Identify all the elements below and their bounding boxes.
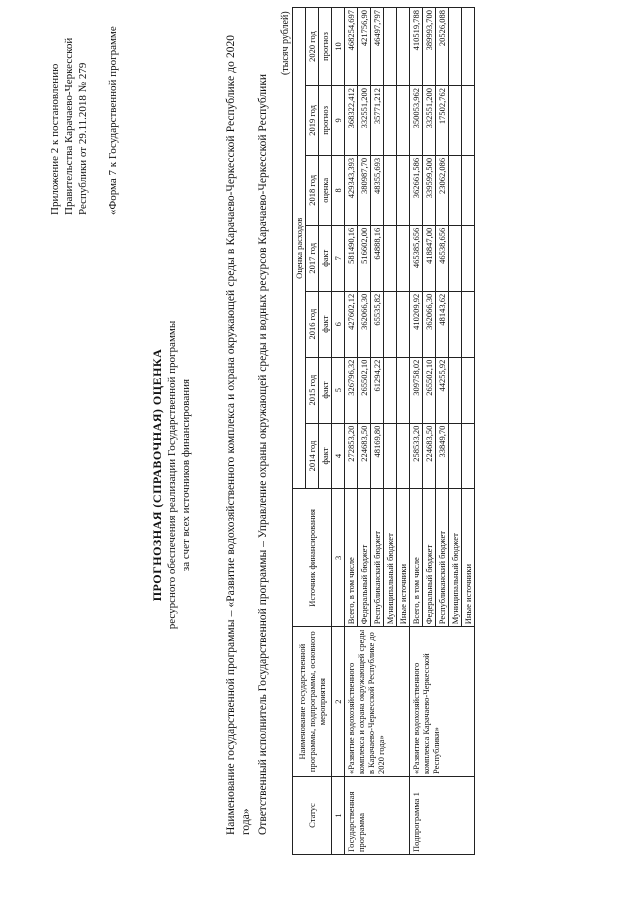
value-cell (462, 291, 475, 357)
appendix-line-3: Республики от 29.11.2018 № 279 (77, 62, 89, 215)
title-main: ПРОГНОЗНАЯ (СПРАВОЧНАЯ) ОЦЕНКА (150, 348, 164, 602)
value-cell: 61294,22 (371, 357, 384, 423)
value-cell: 468254,697 (345, 8, 358, 86)
value-cell: 46538,656 (436, 225, 449, 291)
document-title (150, 195, 193, 755)
value-cell (397, 8, 410, 86)
value-cell (384, 85, 397, 155)
value-cell (462, 155, 475, 225)
value-cell: 33849,70 (436, 423, 449, 489)
value-cell: 224683,50 (358, 423, 371, 489)
header-kind: прогноз (319, 8, 332, 86)
header-year: 2018 год (306, 155, 319, 225)
value-cell: 265502,10 (423, 357, 436, 423)
value-cell: 258533,20 (410, 423, 423, 489)
value-cell: 339599,500 (423, 155, 436, 225)
value-cell (462, 85, 475, 155)
header-row (293, 8, 306, 855)
header-year: 2014 год (306, 423, 319, 489)
title-sub-1: ресурсного обеспечения реализации Государственной программы (166, 320, 178, 630)
program-name-cell: «Развитие водохозяйственного комплекса и охрана окружающей среды в Карачаево-Черкесской Республике до 2020 года» (345, 627, 410, 777)
value-cell: 46497,797 (371, 8, 384, 86)
column-number: 7 (332, 225, 345, 291)
value-cell (397, 225, 410, 291)
header-kind: факт (319, 357, 332, 423)
value-cell (449, 155, 462, 225)
value-cell (384, 423, 397, 489)
value-cell (384, 291, 397, 357)
header-year: 2019 год (306, 85, 319, 155)
value-cell (449, 225, 462, 291)
value-cell: 380987,70 (358, 155, 371, 225)
source-cell: Муниципальный бюджет (384, 489, 397, 627)
value-cell (449, 423, 462, 489)
column-number: 8 (332, 155, 345, 225)
value-cell: 350053,962 (410, 85, 423, 155)
column-number: 3 (332, 489, 345, 627)
column-number: 10 (332, 8, 345, 86)
header-kind: факт (319, 423, 332, 489)
column-number: 4 (332, 423, 345, 489)
value-cell (462, 357, 475, 423)
value-cell (397, 291, 410, 357)
column-number: 6 (332, 291, 345, 357)
value-cell: 410209,92 (410, 291, 423, 357)
value-cell: 332551,200 (358, 85, 371, 155)
column-number: 5 (332, 357, 345, 423)
value-cell: 581490,16 (345, 225, 358, 291)
value-cell: 44255,92 (436, 357, 449, 423)
value-cell: 48355,693 (371, 155, 384, 225)
appendix-note (48, 5, 120, 215)
value-cell: 23062,086 (436, 155, 449, 225)
value-cell: 362661,586 (410, 155, 423, 225)
value-cell: 265502,10 (358, 357, 371, 423)
source-cell: Иные источники (462, 489, 475, 627)
value-cell: 368322,412 (345, 85, 358, 155)
header-kind: прогноз (319, 85, 332, 155)
responsible-executor: Ответственный исполнитель Государственной программы – Управление охраны окружающей среды и водных ресурсов Карачаево-Черкесской Республики (257, 73, 269, 835)
value-cell (397, 155, 410, 225)
source-cell: Всего, в том числе (345, 489, 358, 627)
header-kind: факт (319, 291, 332, 357)
intro-text (224, 35, 273, 835)
value-cell: 362066,30 (423, 291, 436, 357)
column-numbers-row (332, 8, 345, 855)
column-number: 1 (332, 777, 345, 855)
program-name-cell: «Развитие водохозяйственного комплекса Карачаево-Черкесской Республики» (410, 627, 475, 777)
value-cell: 418847,00 (423, 225, 436, 291)
value-cell: 410519,788 (410, 8, 423, 86)
program-name: Наименование государственной программы – «Развитие водохозяйственного комплекса и охрана окружающей среды в Карачаево-Черкесской Республике до 2020 года» (225, 35, 252, 835)
header-status: Статус (293, 777, 332, 855)
source-cell: Республиканский бюджет (436, 489, 449, 627)
value-cell (384, 8, 397, 86)
source-cell: Всего, в том числе (410, 489, 423, 627)
header-kind: оценка (319, 155, 332, 225)
header-kind: факт (319, 225, 332, 291)
value-cell (449, 8, 462, 86)
value-cell: 421756,90 (358, 8, 371, 86)
value-cell (397, 357, 410, 423)
value-cell: 224683,50 (423, 423, 436, 489)
value-cell: 465385,656 (410, 225, 423, 291)
value-cell (384, 155, 397, 225)
title-sub-2: за счет всех источников финансирования (180, 378, 192, 572)
source-cell: Республиканский бюджет (371, 489, 384, 627)
table-row (345, 8, 358, 855)
value-cell: 429343,393 (345, 155, 358, 225)
value-cell: 332551,200 (423, 85, 436, 155)
value-cell: 427602,12 (345, 291, 358, 357)
value-cell (384, 357, 397, 423)
source-cell: Муниципальный бюджет (449, 489, 462, 627)
value-cell: 17502,762 (436, 85, 449, 155)
header-year: 2015 год (306, 357, 319, 423)
status-cell: Подпрограмма 1 (410, 777, 475, 855)
value-cell: 326796,32 (345, 357, 358, 423)
value-cell: 362066,30 (358, 291, 371, 357)
estimate-table (292, 7, 475, 855)
header-estimate: Оценка расходов (293, 8, 306, 489)
value-cell: 272853,20 (345, 423, 358, 489)
header-year: 2020 год (306, 8, 319, 86)
value-cell: 48143,62 (436, 291, 449, 357)
value-cell: 389993,700 (423, 8, 436, 86)
value-cell (384, 225, 397, 291)
header-name: Наименование государственной программы, подпрограммы, основного мероприятия (293, 627, 332, 777)
value-cell (449, 291, 462, 357)
value-cell (462, 423, 475, 489)
value-cell: 64888,16 (371, 225, 384, 291)
unit-label: (тысяч рублей) (280, 11, 291, 75)
form-note: «Форма 7 к Государственной программе (107, 26, 119, 215)
appendix-line-1: Приложение 2 к постановлению (49, 63, 61, 215)
appendix-line-2: Правительства Карачаево-Черкесской (63, 37, 75, 215)
header-source: Источник финансирования (293, 489, 332, 627)
source-cell: Федеральный бюджет (423, 489, 436, 627)
value-cell (397, 423, 410, 489)
column-number: 2 (332, 627, 345, 777)
value-cell (397, 85, 410, 155)
source-cell: Иные источники (397, 489, 410, 627)
column-number: 9 (332, 85, 345, 155)
value-cell: 20526,088 (436, 8, 449, 86)
value-cell: 48169,80 (371, 423, 384, 489)
header-year: 2016 год (306, 291, 319, 357)
value-cell: 309758,02 (410, 357, 423, 423)
value-cell (462, 225, 475, 291)
table-row (410, 8, 423, 855)
value-cell: 35771,212 (371, 85, 384, 155)
value-cell (449, 85, 462, 155)
source-cell: Федеральный бюджет (358, 489, 371, 627)
header-year: 2017 год (306, 225, 319, 291)
value-cell (462, 8, 475, 86)
status-cell: Государственная программа (345, 777, 410, 855)
value-cell: 65535,82 (371, 291, 384, 357)
value-cell (449, 357, 462, 423)
value-cell: 516602,00 (358, 225, 371, 291)
